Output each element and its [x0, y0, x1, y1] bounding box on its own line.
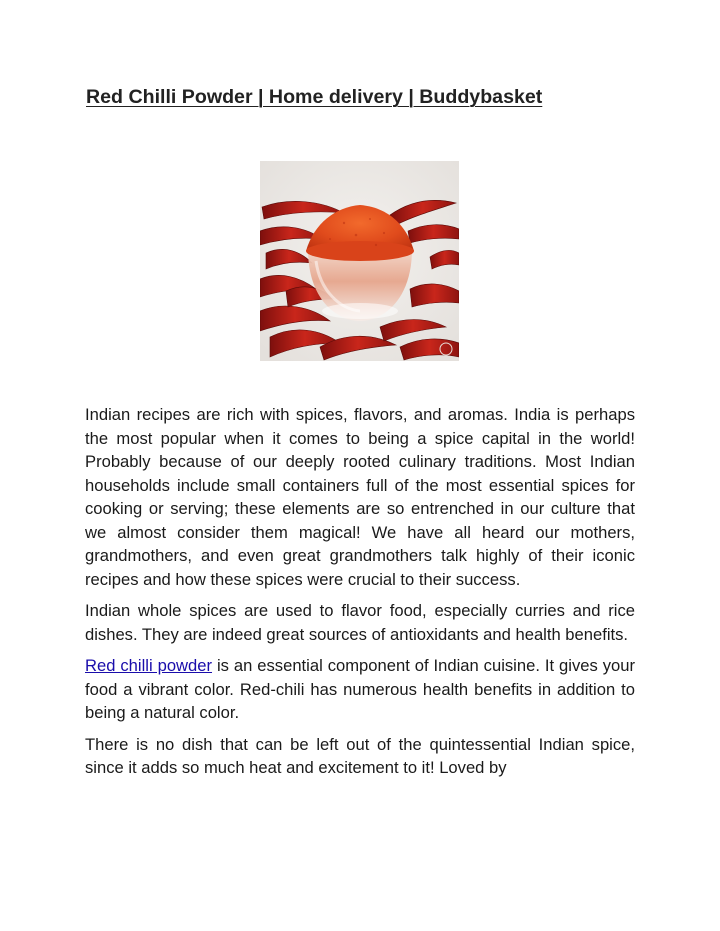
- paragraph-whole-spices: Indian whole spices are used to flavor food, especially curries and rice dishes. They are indeed great sources of antioxidants and health benefits.: [85, 601, 635, 644]
- chilli-powder-image: [260, 161, 459, 361]
- paragraph-chilli-powder-text: is an essential component of Indian cuisine. It gives your food a vibrant color. Red-chili has numerous health benefits in addition to being a natural color.: [85, 656, 635, 722]
- red-chilli-powder-link[interactable]: Red chilli powder: [85, 656, 213, 675]
- paragraph-intro: Indian recipes are rich with spices, flavors, and aromas. India is perhaps the most popular when it comes to being a spice capital in the world! Probably because of our deeply rooted culinary traditions. Most Indian households include small containers full of the most essential spices for cooking or serving; these elements are so entrenched in our culture that we almost consider them magical! We have all heard our mothers, grandmothers, and even great grandmothers talk highly of their iconic recipes and how these spices were crucial to their success.: [85, 405, 635, 589]
- page-title: Red Chilli Powder | Home delivery | Buddybasket: [86, 86, 543, 108]
- article-body: [85, 403, 635, 788]
- paragraph-quintessential: There is no dish that can be left out of the quintessential Indian spice, since it adds so much heat and excitement to it! Loved by: [85, 734, 635, 777]
- paragraph-chilli-powder: [85, 654, 635, 725]
